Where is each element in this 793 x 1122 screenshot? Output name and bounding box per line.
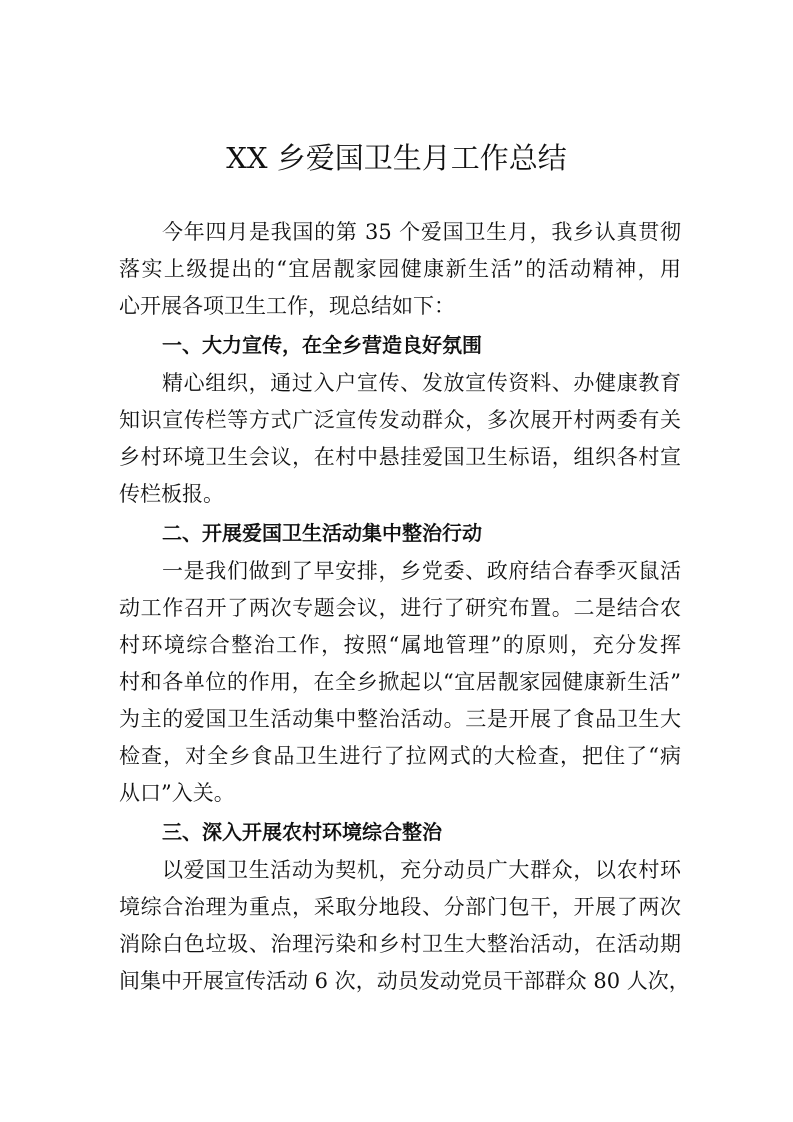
paragraph-line: 间集中开展宣传活动 6 次，动员发动党员干部群众 80 人次， (119, 969, 690, 993)
paragraph-line: 检查，对全乡食品卫生进行了拉网式的大检查，把住了“病 (119, 744, 681, 768)
section-heading: 二、开展爱国卫生活动集中整治行动 (162, 521, 482, 545)
paragraph-line: 今年四月是我国的第 35 个爱国卫生月，我乡认真贯彻 (162, 220, 681, 244)
paragraph-line: 动工作召开了两次专题会议，进行了研究布置。二是结合农 (119, 596, 681, 620)
section-heading: 三、深入开展农村环境综合整治 (162, 820, 442, 844)
paragraph-line: 心开展各项卫生工作，现总结如下： (119, 294, 455, 318)
paragraph-line: 从口”入关。 (119, 781, 235, 805)
paragraph-line: 乡村环境卫生会议，在村中悬挂爱国卫生标语，组织各村宣 (119, 445, 681, 469)
document-title: XX 乡爱国卫生月工作总结 (226, 141, 567, 175)
paragraph (119, 365, 681, 513)
paragraph-line: 落实上级提出的“宜居靓家园健康新生活”的活动精神，用 (119, 257, 681, 281)
paragraph-line: 消除白色垃圾、治理污染和乡村卫生大整治活动，在活动期 (119, 932, 681, 956)
paragraph-line: 一是我们做到了早安排，乡党委、政府结合春季灭鼠活 (162, 559, 681, 583)
paragraph (119, 852, 690, 1000)
paragraph (119, 553, 681, 812)
document-body (119, 214, 690, 1000)
paragraph-line: 以爱国卫生活动为契机，充分动员广大群众，以农村环 (162, 858, 681, 882)
paragraph-line: 知识宣传栏等方式广泛宣传发动群众，多次展开村两委有关 (119, 408, 681, 432)
paragraph-line: 村环境综合整治工作，按照“属地管理”的原则，充分发挥 (119, 633, 681, 657)
paragraph-line: 为主的爱国卫生活动集中整治活动。三是开展了食品卫生大 (119, 707, 681, 731)
section-heading: 一、大力宣传，在全乡营造良好氛围 (162, 333, 482, 357)
paragraph (119, 214, 681, 325)
paragraph-line: 村和各单位的作用，在全乡掀起以“宜居靓家园健康新生活” (119, 670, 681, 694)
paragraph-line: 境综合治理为重点，采取分地段、分部门包干，开展了两次 (119, 895, 681, 919)
paragraph-line: 传栏板报。 (119, 482, 224, 506)
paragraph-line: 精心组织，通过入户宣传、发放宣传资料、办健康教育 (162, 371, 681, 395)
